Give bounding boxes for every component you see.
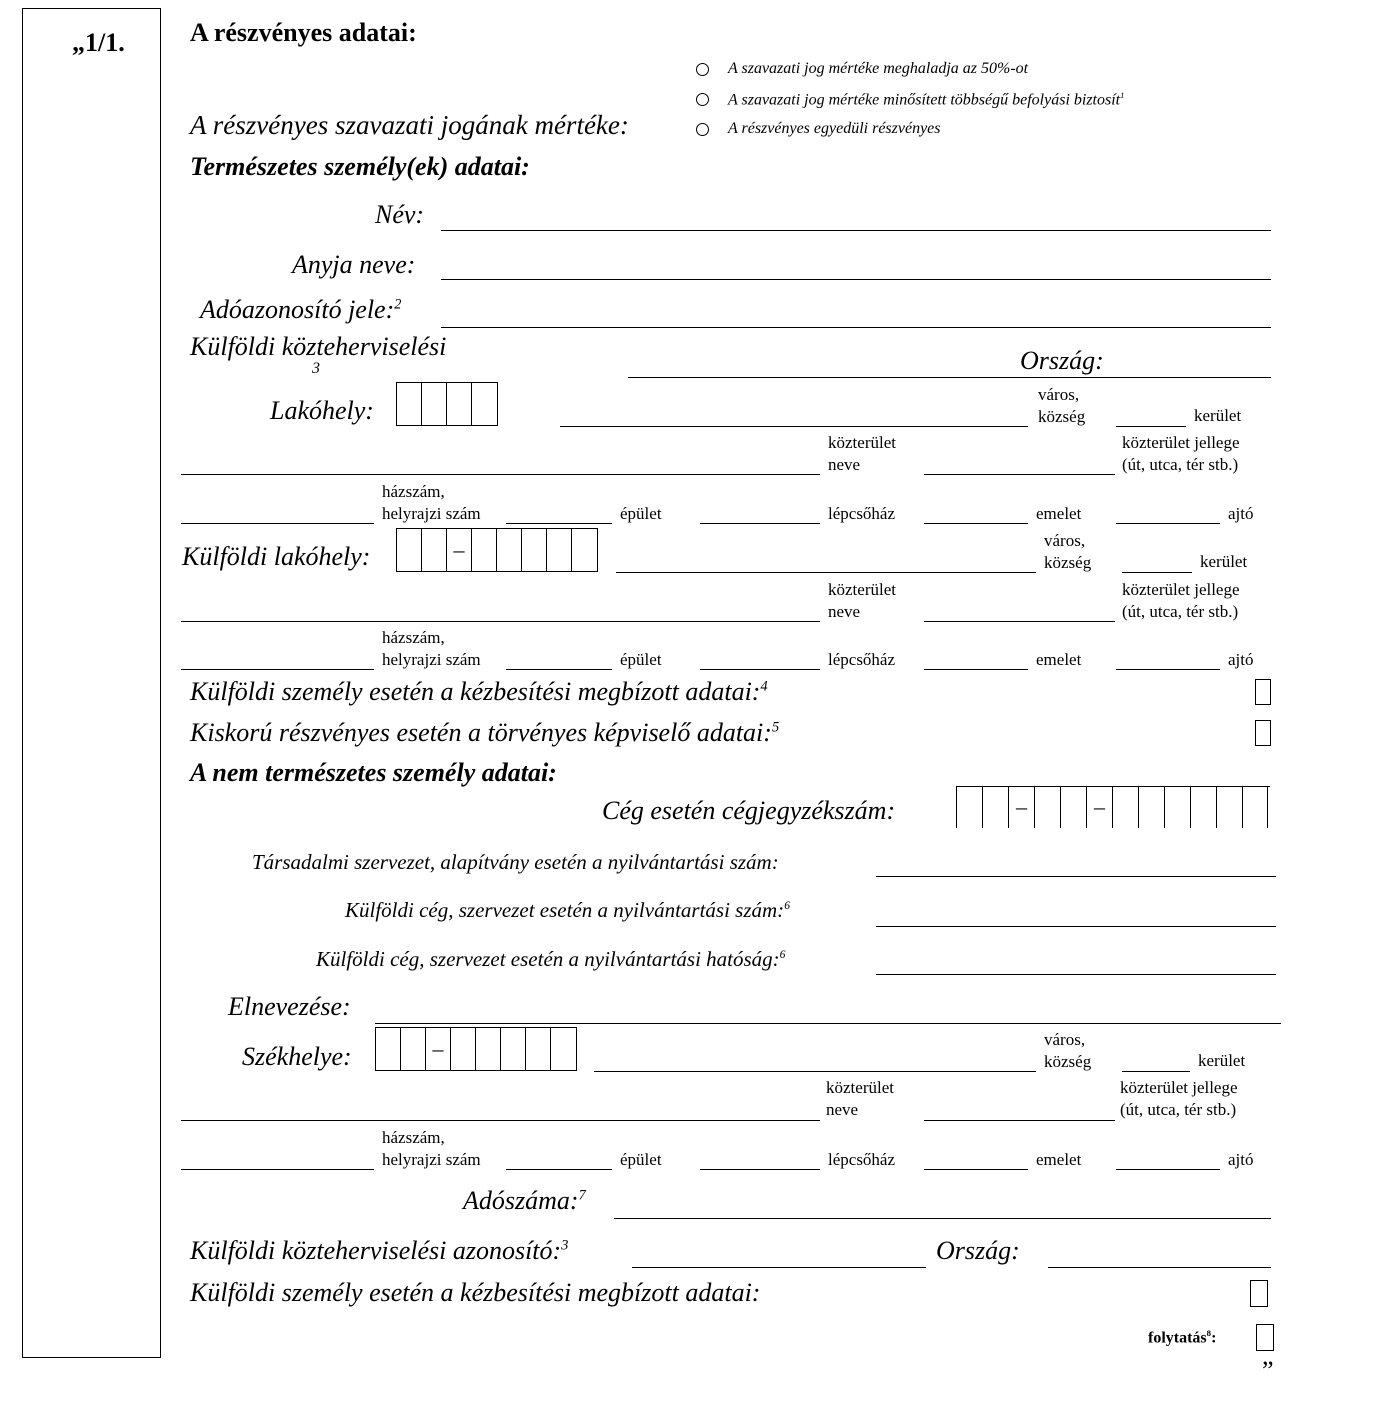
country-label: Ország: (1020, 346, 1104, 375)
company-reg-top-line (956, 786, 1270, 787)
foreign-building-field[interactable] (506, 669, 612, 670)
legal-title: A nem természetes személy adatai: (190, 758, 557, 787)
foreign-staircase-field[interactable] (700, 669, 820, 670)
reg-cell[interactable] (982, 786, 1008, 828)
foreign-street-name-label: közterület neve (828, 580, 896, 621)
postcode-cell[interactable] (447, 383, 472, 425)
postcode-cell[interactable] (551, 1028, 576, 1070)
reg-cell[interactable] (1190, 786, 1216, 828)
continue-checkbox[interactable] (1256, 1324, 1274, 1351)
house-number-label: házszám, helyrajzi szám (382, 482, 481, 523)
seat-floor-label: emelet (1036, 1150, 1082, 1169)
foreign-street-type-field[interactable] (924, 621, 1115, 622)
seat-district-label: kerület (1198, 1051, 1246, 1070)
seat-staircase-label: lépcsőház (828, 1150, 896, 1169)
foreign-postcode-boxes[interactable] (396, 528, 598, 572)
seat-building-label: épület (620, 1150, 662, 1169)
reg-cell[interactable] (1060, 786, 1086, 828)
vote-option-text: A szavazati jog mértéke minősített többségű befolyási biztosít$^1$ (728, 90, 1125, 109)
postcode-cell[interactable] (451, 1028, 476, 1070)
postcode-cell[interactable] (472, 529, 497, 571)
foreign-tax-field[interactable] (628, 377, 1271, 378)
minor-rep-label: Kiskorú részvényes esetén a törvényes képviselő adatai:$^5$ (190, 718, 780, 747)
postcode-cell[interactable] (522, 529, 547, 571)
reg-cell[interactable] (1242, 786, 1268, 828)
reg-dash-cell: – (1086, 786, 1112, 828)
tax-id-field[interactable] (441, 327, 1271, 328)
foreign-floor-label: emelet (1036, 650, 1082, 669)
foreign-city-field[interactable] (616, 572, 1036, 573)
entity-name-field[interactable] (375, 1023, 1281, 1024)
foreign-staircase-label: lépcsőház (828, 650, 896, 669)
legal-foreign-tax-field[interactable] (632, 1267, 926, 1268)
foreign-building-label: épület (620, 650, 662, 669)
foreign-tax-note: 3 (312, 360, 320, 377)
section-title: A részvényes adatai: (190, 18, 417, 47)
reg-cell[interactable] (1112, 786, 1138, 828)
company-reg-label: Cég esetén cégjegyzékszám: (602, 796, 896, 825)
radio-icon[interactable] (696, 63, 709, 76)
mother-name-label: Anyja neve: (292, 250, 416, 279)
radio-icon[interactable] (696, 93, 709, 106)
postcode-cell[interactable] (547, 529, 572, 571)
foreign-street-name-field[interactable] (181, 621, 820, 622)
foreign-residence-label: Külföldi lakóhely: (182, 542, 371, 571)
reg-cell[interactable] (956, 786, 982, 828)
door-label: ajtó (1228, 504, 1254, 523)
floor-field[interactable] (924, 523, 1028, 524)
postcode-cell[interactable] (422, 383, 447, 425)
house-number-field[interactable] (181, 523, 374, 524)
foreign-street-type-label: közterület jellege (út, utca, tér stb.) (1122, 580, 1240, 621)
foreign-house-number-label: házszám, helyrajzi szám (382, 628, 481, 669)
vote-option-text: A szavazati jog mértéke meghaladja az 50%-ot (728, 60, 1029, 77)
city-field[interactable] (560, 426, 1028, 427)
minor-rep-checkbox[interactable] (1255, 720, 1271, 746)
legal-delivery-checkbox[interactable] (1250, 1280, 1268, 1307)
district-label: kerület (1194, 406, 1242, 425)
postcode-cell[interactable] (572, 529, 597, 571)
seat-building-field[interactable] (506, 1169, 612, 1170)
foreign-district-label: kerület (1200, 552, 1248, 571)
staircase-field[interactable] (700, 523, 820, 524)
tax-number-field[interactable] (614, 1218, 1271, 1219)
reg-cell[interactable] (1138, 786, 1164, 828)
postcode-cell[interactable] (476, 1028, 501, 1070)
city-label: város, község (1038, 385, 1086, 426)
foreign-reg-no-field[interactable] (876, 926, 1276, 927)
foreign-tax-label: Külföldi közteherviselési (190, 332, 447, 361)
vote-label: A részvényes szavazati jogának mértéke: (190, 110, 629, 140)
foreign-district-field[interactable] (1122, 572, 1192, 573)
closing-quote: ” (1262, 1356, 1274, 1385)
seat-label: Székhelye: (242, 1042, 352, 1071)
delivery-agent-label: Külföldi személy esetén a kézbesítési megbízott adatai:$^4$ (190, 677, 768, 706)
seat-staircase-field[interactable] (700, 1169, 820, 1170)
postcode-cell[interactable] (376, 1028, 401, 1070)
mother-name-field[interactable] (441, 279, 1271, 280)
residence-label: Lakóhely: (270, 396, 374, 425)
name-label: Név: (375, 200, 425, 229)
postcode-cell[interactable] (397, 383, 422, 425)
seat-door-label: ajtó (1228, 1150, 1254, 1169)
postcode-cell[interactable] (472, 383, 497, 425)
continue-label: folytatás$^8$: (1148, 1328, 1217, 1347)
postcode-cell[interactable] (397, 529, 422, 571)
company-reg-boxes[interactable] (956, 786, 1268, 828)
entity-name-label: Elnevezése: (228, 992, 351, 1021)
seat-house-number-field[interactable] (181, 1169, 374, 1170)
seat-door-field[interactable] (1116, 1169, 1220, 1170)
vote-option-text: A részvényes egyedüli részvényes (728, 120, 941, 137)
postcode-cell[interactable] (526, 1028, 551, 1070)
seat-street-type-label: közterület jellege (út, utca, tér stb.) (1120, 1078, 1238, 1119)
legal-delivery-label: Külföldi személy esetén a kézbesítési megbízott adatai: (190, 1278, 761, 1307)
postcode-dash-cell: – (426, 1028, 451, 1070)
footnote-ref: 1 (1120, 90, 1125, 100)
side-number-box (22, 8, 161, 1358)
legal-country-label: Ország: (936, 1236, 1020, 1265)
foreign-house-number-field[interactable] (181, 669, 374, 670)
staircase-label: lépcsőház (828, 504, 896, 523)
ngo-reg-label: Társadalmi szervezet, alapítvány esetén a nyilvántartási szám: (252, 850, 779, 874)
postcode-boxes[interactable] (396, 382, 498, 426)
building-label: épület (620, 504, 662, 523)
delivery-agent-checkbox[interactable] (1255, 679, 1271, 705)
postcode-cell[interactable] (401, 1028, 426, 1070)
seat-district-field[interactable] (1122, 1071, 1190, 1072)
street-type-label: közterület jellege (út, utca, tér stb.) (1122, 433, 1240, 474)
radio-icon[interactable] (696, 123, 709, 136)
tax-id-label: Adóazonosító jele:$^2$ (200, 295, 402, 324)
side-number: „1/1. (72, 28, 125, 57)
postcode-dash-cell: – (447, 529, 472, 571)
building-field[interactable] (506, 523, 612, 524)
legal-foreign-tax-label: Külföldi közteherviselési azonosító:$^3$ (190, 1236, 569, 1265)
door-field[interactable] (1116, 523, 1220, 524)
street-name-field[interactable] (181, 474, 820, 475)
seat-city-label: város, község (1044, 1030, 1092, 1071)
seat-street-type-field[interactable] (924, 1120, 1115, 1121)
natural-title: Természetes személy(ek) adatai: (190, 152, 530, 181)
floor-label: emelet (1036, 504, 1082, 523)
name-field[interactable] (441, 230, 1271, 231)
street-name-label: közterület neve (828, 433, 896, 474)
foreign-city-label: város, község (1044, 531, 1092, 572)
reg-cell[interactable] (1034, 786, 1060, 828)
reg-cell[interactable] (1164, 786, 1190, 828)
reg-cell[interactable] (1216, 786, 1242, 828)
foreign-door-field[interactable] (1116, 669, 1220, 670)
foreign-reg-no-label: Külföldi cég, szervezet esetén a nyilvántartási szám:$^6$ (345, 898, 790, 922)
postcode-cell[interactable] (422, 529, 447, 571)
foreign-authority-field[interactable] (876, 974, 1276, 975)
postcode-cell[interactable] (501, 1028, 526, 1070)
seat-house-number-label: házszám, helyrajzi szám (382, 1128, 481, 1169)
foreign-door-label: ajtó (1228, 650, 1254, 669)
foreign-authority-label: Külföldi cég, szervezet esetén a nyilvántartási hatóság:$^6$ (316, 947, 786, 971)
legal-country-field[interactable] (1048, 1267, 1271, 1268)
seat-floor-field[interactable] (924, 1169, 1028, 1170)
foreign-floor-field[interactable] (924, 669, 1028, 670)
tax-number-label: Adószáma:$^7$ (463, 1186, 586, 1215)
seat-street-name-label: közterület neve (826, 1078, 894, 1119)
street-type-field[interactable] (924, 474, 1115, 475)
reg-dash-cell: – (1008, 786, 1034, 828)
ngo-reg-field[interactable] (876, 876, 1276, 877)
seat-street-name-field[interactable] (181, 1120, 820, 1121)
seat-city-field[interactable] (594, 1071, 1036, 1072)
seat-postcode-boxes[interactable] (375, 1027, 577, 1071)
postcode-cell[interactable] (497, 529, 522, 571)
district-field[interactable] (1116, 426, 1186, 427)
